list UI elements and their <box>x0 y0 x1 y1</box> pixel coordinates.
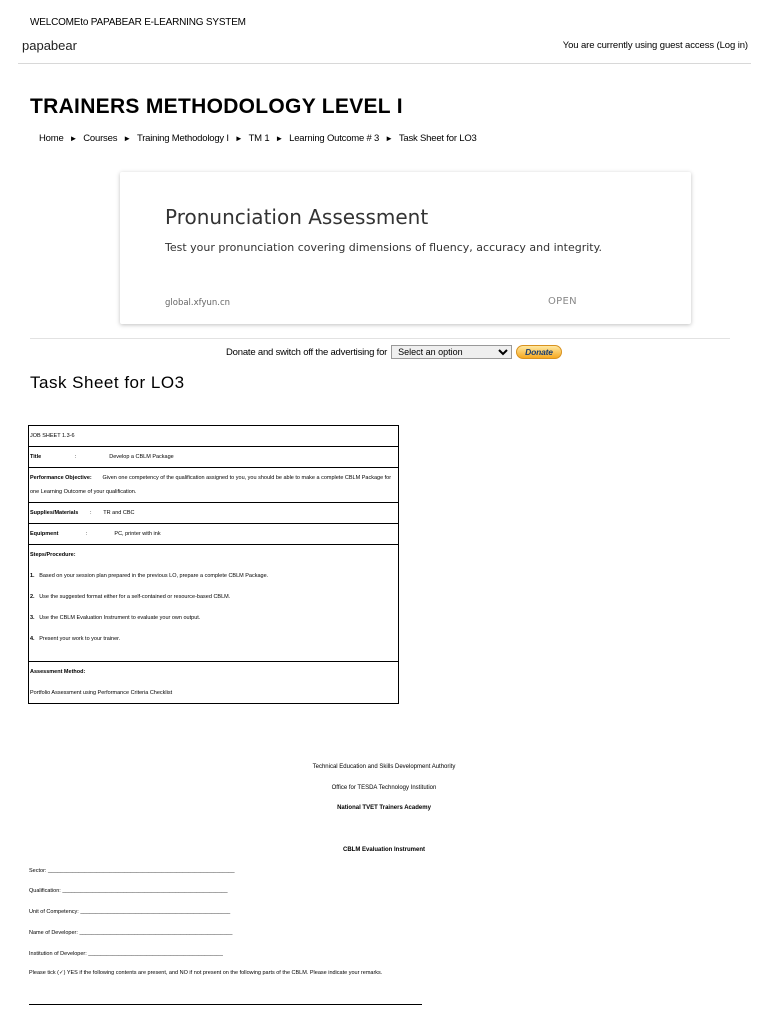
ad-divider <box>30 338 730 339</box>
title-colon: : <box>74 454 76 460</box>
steps-cell <box>29 545 399 662</box>
table-row <box>29 447 399 468</box>
objective-value: Given one competency of the qualification assigned to you, you should be able to make a complete CBLM Package for one Learning Outcome of your qualification. <box>30 475 392 495</box>
breadcrumb-courses[interactable]: Courses <box>83 133 118 144</box>
step-item <box>30 569 397 583</box>
ad-description: Test your pronunciation covering dimensions of fluency, accuracy and integrity. <box>165 241 603 254</box>
donate-label: Donate and switch off the advertising for <box>226 346 388 358</box>
assessment-value: Portfolio Assessment using Performance Criteria Checklist <box>30 690 173 696</box>
welcome-banner: WELCOMEto PAPABEAR E-LEARNING SYSTEM <box>30 17 246 28</box>
site-name[interactable]: papabear <box>22 38 77 53</box>
section-divider <box>29 1004 422 1005</box>
table-row <box>29 426 399 447</box>
breadcrumb <box>39 133 477 144</box>
breadcrumb-arrow-icon: ► <box>385 134 393 143</box>
sector-field: Sector: _____________________________________________________________ <box>29 868 235 874</box>
objective-label: Performance Objective: <box>30 475 92 481</box>
table-row <box>29 468 399 503</box>
assessment-cell <box>29 662 399 704</box>
step-text: Based on your session plan prepared in the previous LO, prepare a complete CBLM Package. <box>39 573 269 579</box>
ad-title[interactable]: Pronunciation Assessment <box>165 205 429 229</box>
developer-name-field: Name of Developer: __________________________________________________ <box>29 930 233 936</box>
equipment-label: Equipment <box>30 531 59 537</box>
org-line-1: Technical Education and Skills Development Authority <box>312 764 456 770</box>
breadcrumb-arrow-icon: ► <box>234 134 243 143</box>
guest-text: You are currently using guest access ( <box>562 40 720 51</box>
step-number: 3. <box>30 615 35 621</box>
title-label: Title <box>30 454 42 460</box>
ad-url[interactable]: global.xfyun.cn <box>165 298 231 308</box>
job-sheet-table <box>28 425 399 704</box>
supplies-cell <box>29 503 399 524</box>
qualification-field: Qualification: ______________________________________________________ <box>29 888 228 894</box>
equipment-value: PC, printer with ink <box>114 531 161 537</box>
step-number: 1. <box>30 573 35 579</box>
equipment-cell <box>29 524 399 545</box>
instrument-title: CBLM Evaluation Instrument <box>342 847 425 853</box>
breadcrumb-section[interactable]: TM 1 <box>248 133 270 144</box>
developer-institution-field: Institution of Developer: ____________________________________________ <box>29 951 223 957</box>
job-sheet-heading: JOB SHEET 1.3-6 <box>29 426 399 447</box>
title-value: Develop a CBLM Package <box>109 454 174 460</box>
breadcrumb-current[interactable]: Task Sheet for LO3 <box>398 133 477 144</box>
step-item <box>30 590 397 604</box>
ad-card[interactable] <box>120 172 691 324</box>
table-row <box>29 524 399 545</box>
login-link[interactable]: Log in <box>719 40 745 51</box>
equipment-colon: : <box>85 531 88 537</box>
header-divider <box>18 63 751 64</box>
table-row <box>29 503 399 524</box>
step-item <box>30 611 397 625</box>
supplies-label: Supplies/Materials <box>30 510 79 516</box>
donate-button[interactable]: Donate <box>516 345 562 359</box>
instructions-text: Please tick (✓) YES if the following contents are present, and NO if not present on the following parts of the CBLM. Please indicate your remarks. <box>29 970 383 976</box>
org-line-2: Office for TESDA Technology Institution <box>331 785 437 791</box>
step-item <box>30 632 397 646</box>
page-title: Task Sheet for LO3 <box>30 373 185 392</box>
breadcrumb-course[interactable]: Training Methodology I <box>136 133 229 144</box>
step-number: 4. <box>30 636 35 642</box>
steps-label: Steps/Procedure: <box>30 552 76 558</box>
supplies-value: TR and CBC <box>103 510 135 516</box>
breadcrumb-arrow-icon: ► <box>123 134 131 143</box>
unit-of-competency-field: Unit of Competency: _________________________________________________ <box>29 909 231 915</box>
supplies-colon: : <box>90 510 92 516</box>
step-number: 2. <box>30 594 35 600</box>
assessment-label: Assessment Method: <box>30 669 86 675</box>
donate-row <box>226 345 562 359</box>
guest-close: ) <box>744 40 748 51</box>
step-text: Use the suggested format either for a self-contained or resource-based CBLM. <box>39 594 231 600</box>
table-row <box>29 662 399 704</box>
breadcrumb-outcome[interactable]: Learning Outcome # 3 <box>289 133 380 144</box>
ad-open-button[interactable]: OPEN <box>548 296 577 307</box>
step-text: Present your work to your trainer. <box>39 636 121 642</box>
org-line-3: National TVET Trainers Academy <box>337 805 431 811</box>
breadcrumb-home[interactable]: Home <box>39 133 64 144</box>
title-cell <box>29 447 399 468</box>
breadcrumb-arrow-icon: ► <box>275 134 284 143</box>
breadcrumb-arrow-icon: ► <box>69 134 78 143</box>
donate-select[interactable] <box>391 345 512 359</box>
objective-cell <box>29 468 399 503</box>
course-title: TRAINERS METHODOLOGY LEVEL I <box>30 95 403 118</box>
table-row <box>29 545 399 662</box>
guest-access-info <box>563 40 748 51</box>
step-text: Use the CBLM Evaluation Instrument to evaluate your own output. <box>39 615 201 621</box>
